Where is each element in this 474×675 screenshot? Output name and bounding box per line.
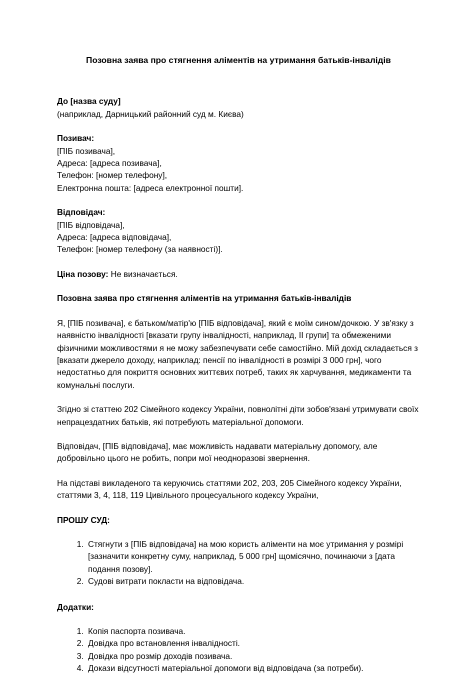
- attachment-item: 2. Довідка про встановлення інвалідності.: [86, 637, 420, 649]
- court-block: [57, 95, 420, 120]
- defendant-phone: Телефон: [номер телефону (за наявності)].: [57, 244, 223, 255]
- plaintiff-address: Адреса: [адреса позивача],: [57, 158, 162, 169]
- request-list: [57, 538, 420, 588]
- plaintiff-heading: Позивач:: [57, 133, 95, 144]
- defendant-address: Адреса: [адреса відповідача],: [57, 232, 172, 243]
- claim-price-value: Не визначається.: [108, 268, 178, 279]
- court-label: До [назва суду]: [57, 96, 121, 107]
- claim-price: [57, 268, 420, 280]
- defendant-heading: Відповідач:: [57, 207, 106, 218]
- paragraph-legal-basis: Згідно зі статтею 202 Сімейного кодексу України, повнолітні діти зобов'язані утримувати своїх непрацездатних батьків, які потребують матеріальної допомоги.: [57, 404, 419, 427]
- attachments-list: [57, 625, 420, 675]
- defendant-block: [57, 206, 420, 256]
- request-item: 2. Судові витрати покласти на відповідача.: [86, 575, 420, 587]
- claim-price-label: Ціна позову:: [57, 268, 109, 279]
- plaintiff-email: Електронна пошта: [адреса електронної пошти].: [57, 182, 244, 193]
- attachments-heading: Додатки:: [57, 601, 94, 612]
- paragraph-grounds: На підставі викладеного та керуючись статтями 202, 203, 205 Сімейного кодексу України, статтями 3, 4, 118, 119 Цивільного процесуального кодексу України,: [57, 477, 402, 501]
- paragraph-defendant-refusal: Відповідач, [ПІБ відповідача], має можливість надавати матеріальну допомогу, але добровільно цього не робить, попри мої неодноразові звернення.: [57, 440, 378, 464]
- document-subtitle: Позовна заява про стягнення аліментів на утримання батьків-інвалідів: [57, 293, 352, 304]
- defendant-name: [ПІБ відповідача],: [57, 219, 125, 230]
- plaintiff-phone: Телефон: [номер телефону],: [57, 170, 168, 181]
- attachment-item: 1. Копія паспорта позивача.: [86, 625, 420, 637]
- document-title: Позовна заява про стягнення аліментів на утримання батьків-інвалідів: [86, 55, 391, 65]
- attachment-item: 4. Докази відсутності матеріальної допомоги від відповідача (за потреби).: [86, 662, 420, 674]
- plaintiff-block: [57, 132, 420, 194]
- request-heading: ПРОШУ СУД:: [57, 514, 110, 525]
- paragraph-circumstances: Я, [ПІБ позивача], є батьком/матір'ю [ПІБ відповідача], який є моїм сином/дочкою. У зв'язку з наявністю інвалідності [вказати групу інвалідності, наприклад, II групи] та обмеженими фізичними можливостями я не можу забезпечувати себе самостійно. Мій дохід складається з [вказати джерело доходу, наприклад: пенсії по інвалідності в розмірі 3 000 грн], чого недостатньо для покриття основних життєвих потреб, таких як харчування, медикаменти та комунальні послуги.: [57, 317, 418, 390]
- attachment-item: 3. Довідка про розмір доходів позивача.: [86, 650, 420, 662]
- plaintiff-name: [ПІБ позивача],: [57, 145, 116, 156]
- request-item: 1. Стягнути з [ПІБ відповідача] на мою користь аліменти на моє утримання у розмірі [зазначити конкретну суму, наприклад, 5 000 грн] щомісячно, починаючи з [дата подання позову].: [86, 538, 420, 575]
- court-example: (наприклад, Дарницький районний суд м. Києва): [57, 108, 244, 119]
